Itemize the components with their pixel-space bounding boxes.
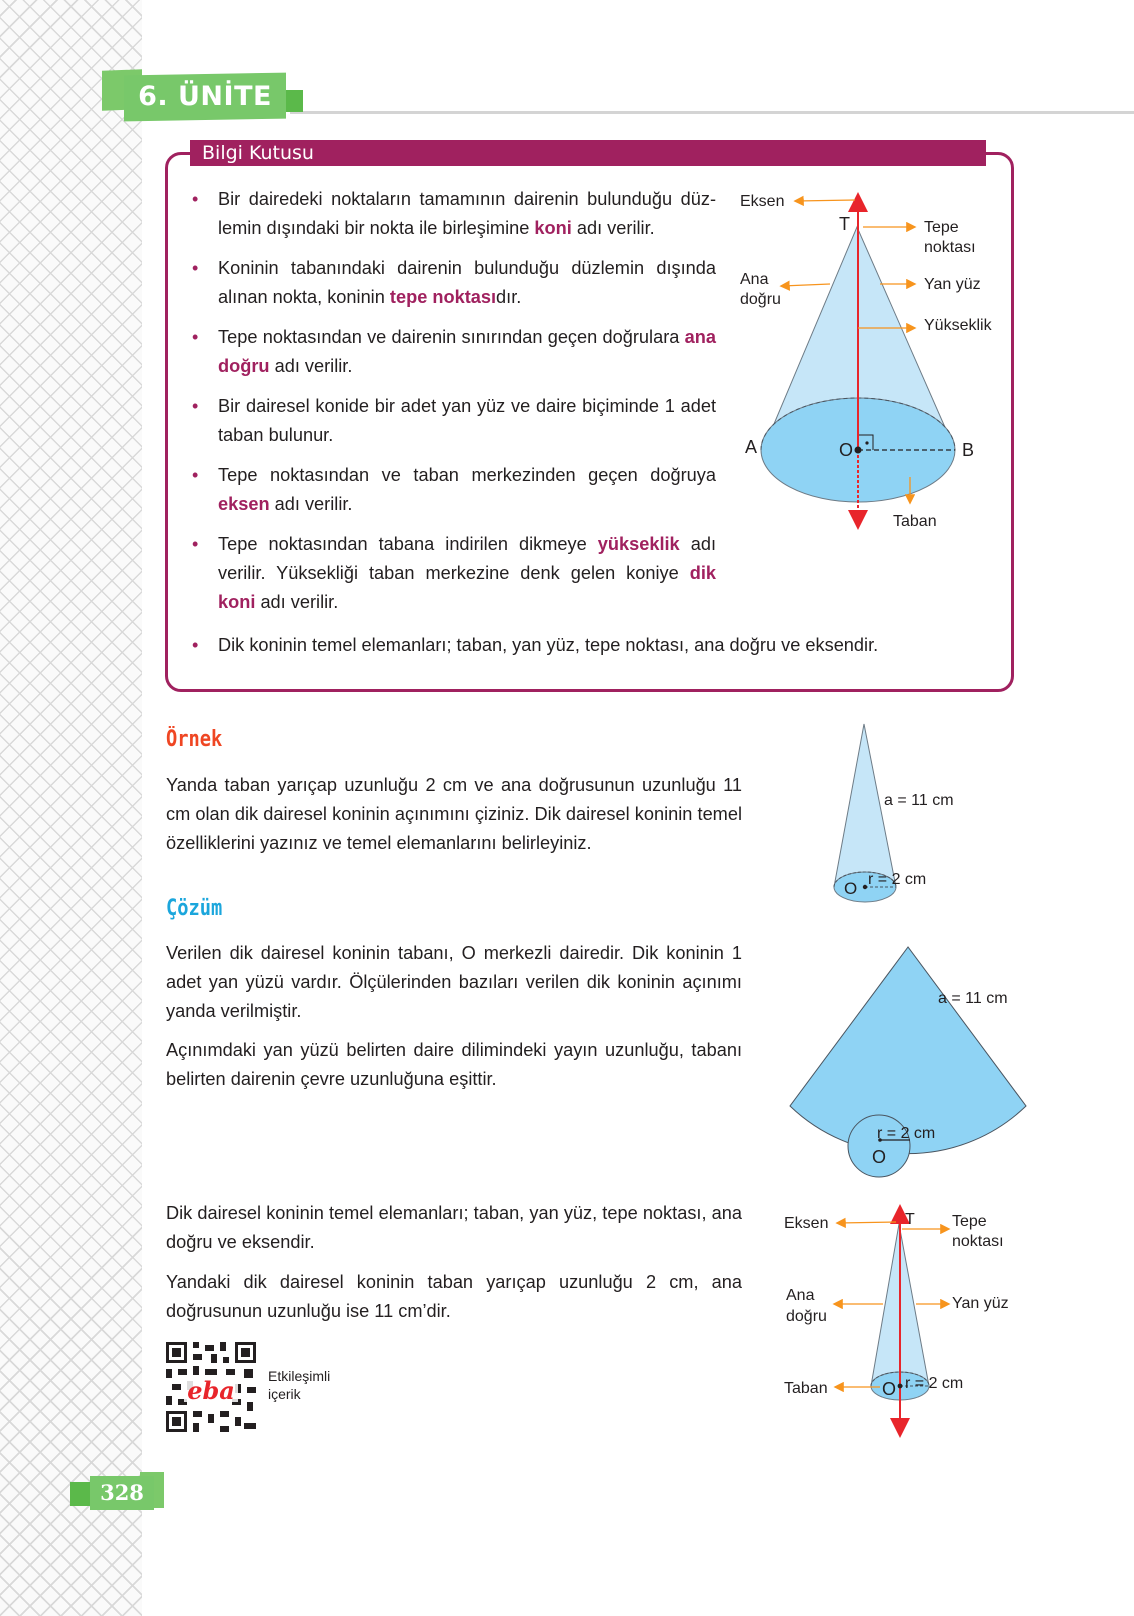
labeled-cone-diagram xyxy=(780,1200,1040,1440)
svg-text:Ana: Ana xyxy=(740,271,769,288)
bullet-item: • Koninin tabanındaki dairenin bulunduğu düzlemin dışında alınan nokta, koninin tepe noktasıdır. xyxy=(192,254,716,312)
info-box-title-bar xyxy=(190,140,986,166)
svg-text:r = 2 cm: r = 2 cm xyxy=(905,1375,964,1392)
svg-text:Yükseklik: Yükseklik xyxy=(924,317,992,334)
svg-text:Taban: Taban xyxy=(784,1380,828,1397)
bullet-item: • Bir dairesel konide bir adet yan yüz ve daire biçiminde 1 adet taban bulunur. xyxy=(192,392,716,450)
svg-text:T: T xyxy=(905,1211,915,1228)
bullet-item: • Tepe noktasından ve dairenin sınırından geçen doğrulara ana doğru adı verilir. xyxy=(192,323,716,381)
qr-code-icon[interactable] xyxy=(166,1342,256,1432)
solution-para-2: Açınımdaki yan yüzü belirten daire dilimindeki yayın uzunluğu, tabanı belirten dairenin çevre uzunluğuna eşittir. xyxy=(166,1040,742,1089)
svg-text:Eksen: Eksen xyxy=(740,193,785,210)
svg-text:a = 11 cm: a = 11 cm xyxy=(884,792,954,809)
svg-text:O: O xyxy=(872,1147,887,1167)
svg-text:noktası: noktası xyxy=(924,239,976,256)
unit-banner xyxy=(100,68,310,122)
svg-text:a = 11 cm: a = 11 cm xyxy=(938,990,1008,1007)
svg-text:A: A xyxy=(745,437,758,457)
svg-text:T: T xyxy=(839,214,850,234)
svg-text:r = 2 cm: r = 2 cm xyxy=(877,1125,936,1142)
bullet-item: • Bir dairedeki noktaların tamamının dairenin bulunduğu düz-lemin dışındaki bir nokta ile birleşimine koni adı verilir. xyxy=(192,185,716,243)
svg-text:doğru: doğru xyxy=(740,291,781,308)
bullet-item: • Tepe noktasından ve taban merkezinden geçen doğruya eksen adı verilir. xyxy=(192,461,716,519)
page-number: 328 xyxy=(100,1480,144,1505)
interactive-content-label[interactable]: Etkileşimli içerik xyxy=(268,1368,331,1402)
side-pattern xyxy=(0,0,142,1616)
svg-text:noktası: noktası xyxy=(952,1233,1004,1250)
info-bullets xyxy=(192,185,716,628)
svg-text:O: O xyxy=(839,440,854,460)
svg-text:B: B xyxy=(962,440,975,460)
bullet-item-summary: • Dik koninin temel elemanları; taban, yan yüz, tepe noktası, ana doğru ve eksendir. xyxy=(192,631,878,660)
solution-para-1: Verilen dik dairesel koninin tabanı, O merkezli dairedir. Dik koninin 1 adet yan yüzü vardır. Ölçülerinden bazıları verilen dik koninin açınımı yanda verilmiştir. xyxy=(166,943,742,1021)
svg-text:Ana: Ana xyxy=(786,1287,815,1304)
page-number-banner xyxy=(70,1472,170,1512)
cone-diagram xyxy=(730,180,1030,540)
example-text: Yanda taban yarıçap uzunluğu 2 cm ve ana doğrusunun uzunluğu 11 cm olan dik dairesel koninin açınımını çiziniz. Dik dairesel koninin temel özelliklerini yazınız ve temel elemanlarını belirleyiniz. xyxy=(166,775,742,853)
svg-text:doğru: doğru xyxy=(786,1308,827,1325)
cone-net-diagram xyxy=(760,935,1040,1185)
svg-text:Yan yüz: Yan yüz xyxy=(952,1295,1009,1312)
svg-text:r = 2 cm: r = 2 cm xyxy=(868,871,927,888)
svg-text:Yan yüz: Yan yüz xyxy=(924,276,981,293)
header-rule xyxy=(290,111,1134,114)
example-cone-diagram xyxy=(820,720,1000,910)
svg-text:Tepe: Tepe xyxy=(952,1213,987,1230)
solution-title: Çözüm xyxy=(166,896,223,921)
info-box-title: Bilgi Kutusu xyxy=(202,142,314,164)
example-title: Örnek xyxy=(166,727,223,752)
solution-para-3: Dik dairesel koninin temel elemanları; taban, yan yüz, tepe noktası, ana doğru ve eksendir. xyxy=(166,1203,742,1252)
svg-text:O: O xyxy=(882,1379,897,1399)
bullet-item: • Tepe noktasından tabana indirilen dikmeye yükseklik adı verilir. Yüksekliği taban merkezine denk gelen koniye dik koni adı verilir. xyxy=(192,530,716,617)
solution-para-4: Yandaki dik dairesel koninin taban yarıçap uzunluğu 2 cm, ana doğrusunun uzunluğu ise 11 cm’dir. xyxy=(166,1272,742,1321)
svg-text:Taban: Taban xyxy=(893,513,937,530)
svg-text:O: O xyxy=(844,879,858,898)
svg-text:Tepe: Tepe xyxy=(924,219,959,236)
svg-text:eba: eba xyxy=(187,1376,235,1405)
svg-text:Eksen: Eksen xyxy=(784,1215,829,1232)
unit-label: 6. ÜNİTE xyxy=(138,81,272,112)
